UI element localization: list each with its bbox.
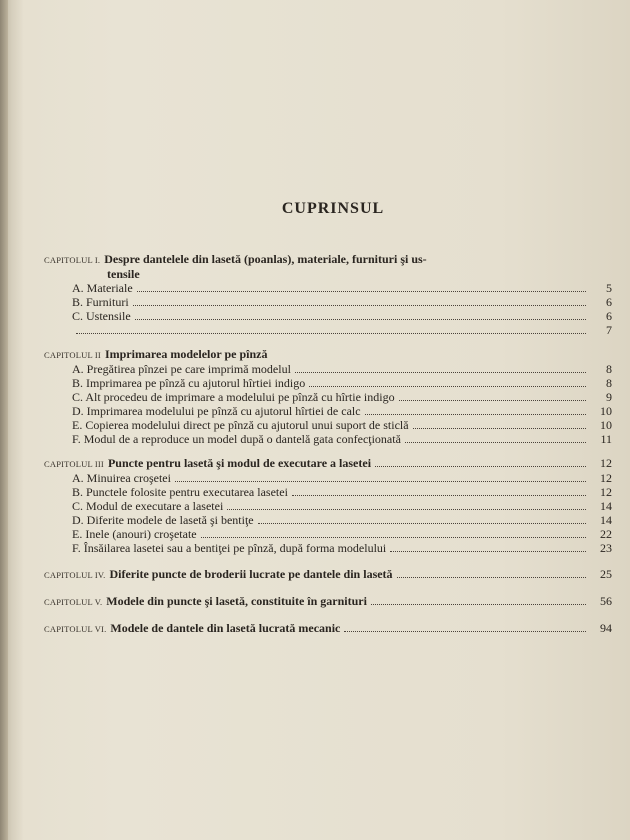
leader-dots bbox=[371, 595, 586, 605]
chapter-label: CAPITOLUL V. bbox=[44, 597, 103, 607]
book-spine bbox=[0, 0, 8, 840]
leader-dots bbox=[344, 622, 586, 632]
toc-entry bbox=[44, 499, 612, 513]
chapter-label: CAPITOLUL IV. bbox=[44, 570, 106, 580]
toc-entry bbox=[44, 485, 612, 499]
entry-text: A. Materiale bbox=[72, 281, 133, 295]
entry-page: 14 bbox=[600, 513, 612, 527]
toc-entry bbox=[44, 432, 612, 446]
entry-text: B. Imprimarea pe pînză cu ajutorul hîrtiei indigo bbox=[72, 376, 306, 390]
page-title: CUPRINSUL bbox=[281, 200, 385, 217]
chapter-title-continuation bbox=[44, 267, 612, 281]
entry-page: 6 bbox=[606, 309, 612, 323]
entry-page: 10 bbox=[600, 404, 612, 418]
entry-text: B. Punctele folosite pentru executarea lasetei bbox=[72, 485, 288, 499]
chapter-5-heading bbox=[44, 594, 612, 609]
toc-entry bbox=[44, 513, 612, 527]
leader-dots bbox=[405, 433, 586, 443]
entry-page: 9 bbox=[606, 390, 612, 404]
entry-page: 12 bbox=[600, 471, 612, 485]
entry-page: 11 bbox=[600, 432, 612, 446]
chapter-title: Despre dantelele din lasetă (poanlas), materiale, furnituri şi us- bbox=[104, 252, 427, 266]
toc-entry bbox=[44, 471, 612, 485]
chapter-page: 94 bbox=[600, 621, 612, 635]
leader-dots bbox=[227, 500, 586, 510]
chapter-4-heading bbox=[44, 567, 612, 582]
entry-page: 22 bbox=[600, 527, 612, 541]
chapter-title-line2: tensile bbox=[107, 267, 140, 281]
entry-page: 5 bbox=[606, 281, 612, 295]
toc-entry bbox=[44, 418, 612, 432]
toc-entry bbox=[44, 362, 612, 376]
toc-entry bbox=[44, 390, 612, 404]
entry-text: B. Furnituri bbox=[72, 295, 129, 309]
leader-dots bbox=[295, 363, 586, 373]
chapter-2 bbox=[44, 347, 612, 446]
leader-dots bbox=[137, 282, 586, 292]
chapter-page: 25 bbox=[600, 567, 612, 581]
chapter-6 bbox=[44, 621, 612, 636]
leader-dots bbox=[375, 457, 586, 467]
chapter-title: Imprimarea modelelor pe pînză bbox=[104, 347, 268, 361]
entry-text: C. Alt procedeu de imprimare a modelului pe pînză cu hîrtie indigo bbox=[72, 390, 395, 404]
toc-entry bbox=[44, 309, 612, 323]
chapter-1 bbox=[44, 252, 612, 337]
entry-page: 12 bbox=[600, 485, 612, 499]
chapter-4 bbox=[44, 567, 612, 582]
entry-page: 7 bbox=[606, 323, 612, 337]
chapter-page: 56 bbox=[600, 594, 612, 608]
chapter-title: Diferite puncte de broderii lucrate pe dantele din lasetă bbox=[109, 567, 393, 581]
entry-page: 10 bbox=[600, 418, 612, 432]
entry-page: 14 bbox=[600, 499, 612, 513]
chapter-label: CAPITOLUL III bbox=[44, 459, 104, 469]
leader-dots bbox=[309, 377, 586, 387]
leader-dots bbox=[365, 405, 586, 415]
entry-text: A. Minuirea croşetei bbox=[72, 471, 171, 485]
leader-dots bbox=[133, 296, 586, 306]
leader-dots bbox=[258, 514, 586, 524]
toc-entry bbox=[44, 295, 612, 309]
chapter-5 bbox=[44, 594, 612, 609]
table-of-contents bbox=[44, 200, 612, 636]
entry-text: D. Imprimarea modelului pe pînză cu ajutorul hîrtiei de calc bbox=[72, 404, 361, 418]
chapter-page: 12 bbox=[600, 456, 612, 470]
entry-text: C. Modul de executare a lasetei bbox=[72, 499, 224, 513]
chapter-label: CAPITOLUL II bbox=[44, 350, 101, 360]
chapter-6-heading bbox=[44, 621, 612, 636]
entry-page: 23 bbox=[600, 541, 612, 555]
leader-dots bbox=[390, 542, 586, 552]
chapter-label: CAPITOLUL VI. bbox=[44, 624, 107, 634]
leader-dots bbox=[399, 391, 586, 401]
entry-page: 8 bbox=[606, 376, 612, 390]
toc-entry bbox=[44, 376, 612, 390]
leader-dots bbox=[292, 486, 586, 496]
entry-text: A. Pregătirea pînzei pe care imprimă modelul bbox=[72, 362, 291, 376]
toc-entry bbox=[44, 404, 612, 418]
chapter-3 bbox=[44, 456, 612, 555]
entry-text: E. Copierea modelului direct pe pînză cu ajutorul unui suport de sticlă bbox=[72, 418, 409, 432]
chapter-title: Modele din puncte şi lasetă, constituite în garnituri bbox=[106, 594, 367, 608]
entry-page: 6 bbox=[606, 295, 612, 309]
chapter-label: CAPITOLUL I. bbox=[44, 255, 101, 265]
entry-text: C. Ustensile bbox=[72, 309, 131, 323]
toc-entry bbox=[44, 527, 612, 541]
entry-text: E. Inele (anouri) croşetate bbox=[72, 527, 197, 541]
leader-dots bbox=[175, 472, 586, 482]
toc-entry bbox=[44, 323, 612, 337]
chapter-3-heading bbox=[44, 456, 612, 471]
entry-page: 8 bbox=[606, 362, 612, 376]
toc-entry bbox=[44, 281, 612, 295]
chapter-2-heading bbox=[44, 347, 612, 362]
toc-entry bbox=[44, 541, 612, 555]
entry-text: F. Însăilarea lasetei sau a bentiţei pe pînză, după forma modelului bbox=[72, 541, 387, 555]
leader-dots bbox=[135, 310, 586, 320]
leader-dots bbox=[413, 419, 586, 429]
leader-dots bbox=[201, 528, 586, 538]
entry-text: D. Diferite modele de lasetă şi bentiţe bbox=[72, 513, 254, 527]
chapter-title: Puncte pentru lasetă şi modul de executare a lasetei bbox=[107, 456, 372, 470]
leader-dots bbox=[76, 324, 586, 334]
leader-dots bbox=[397, 568, 586, 578]
chapter-1-heading bbox=[44, 252, 612, 267]
entry-text: F. Modul de a reproduce un model după o dantelă gata confecţionată bbox=[72, 432, 401, 446]
chapter-title: Modele de dantele din lasetă lucrată mecanic bbox=[110, 621, 341, 635]
